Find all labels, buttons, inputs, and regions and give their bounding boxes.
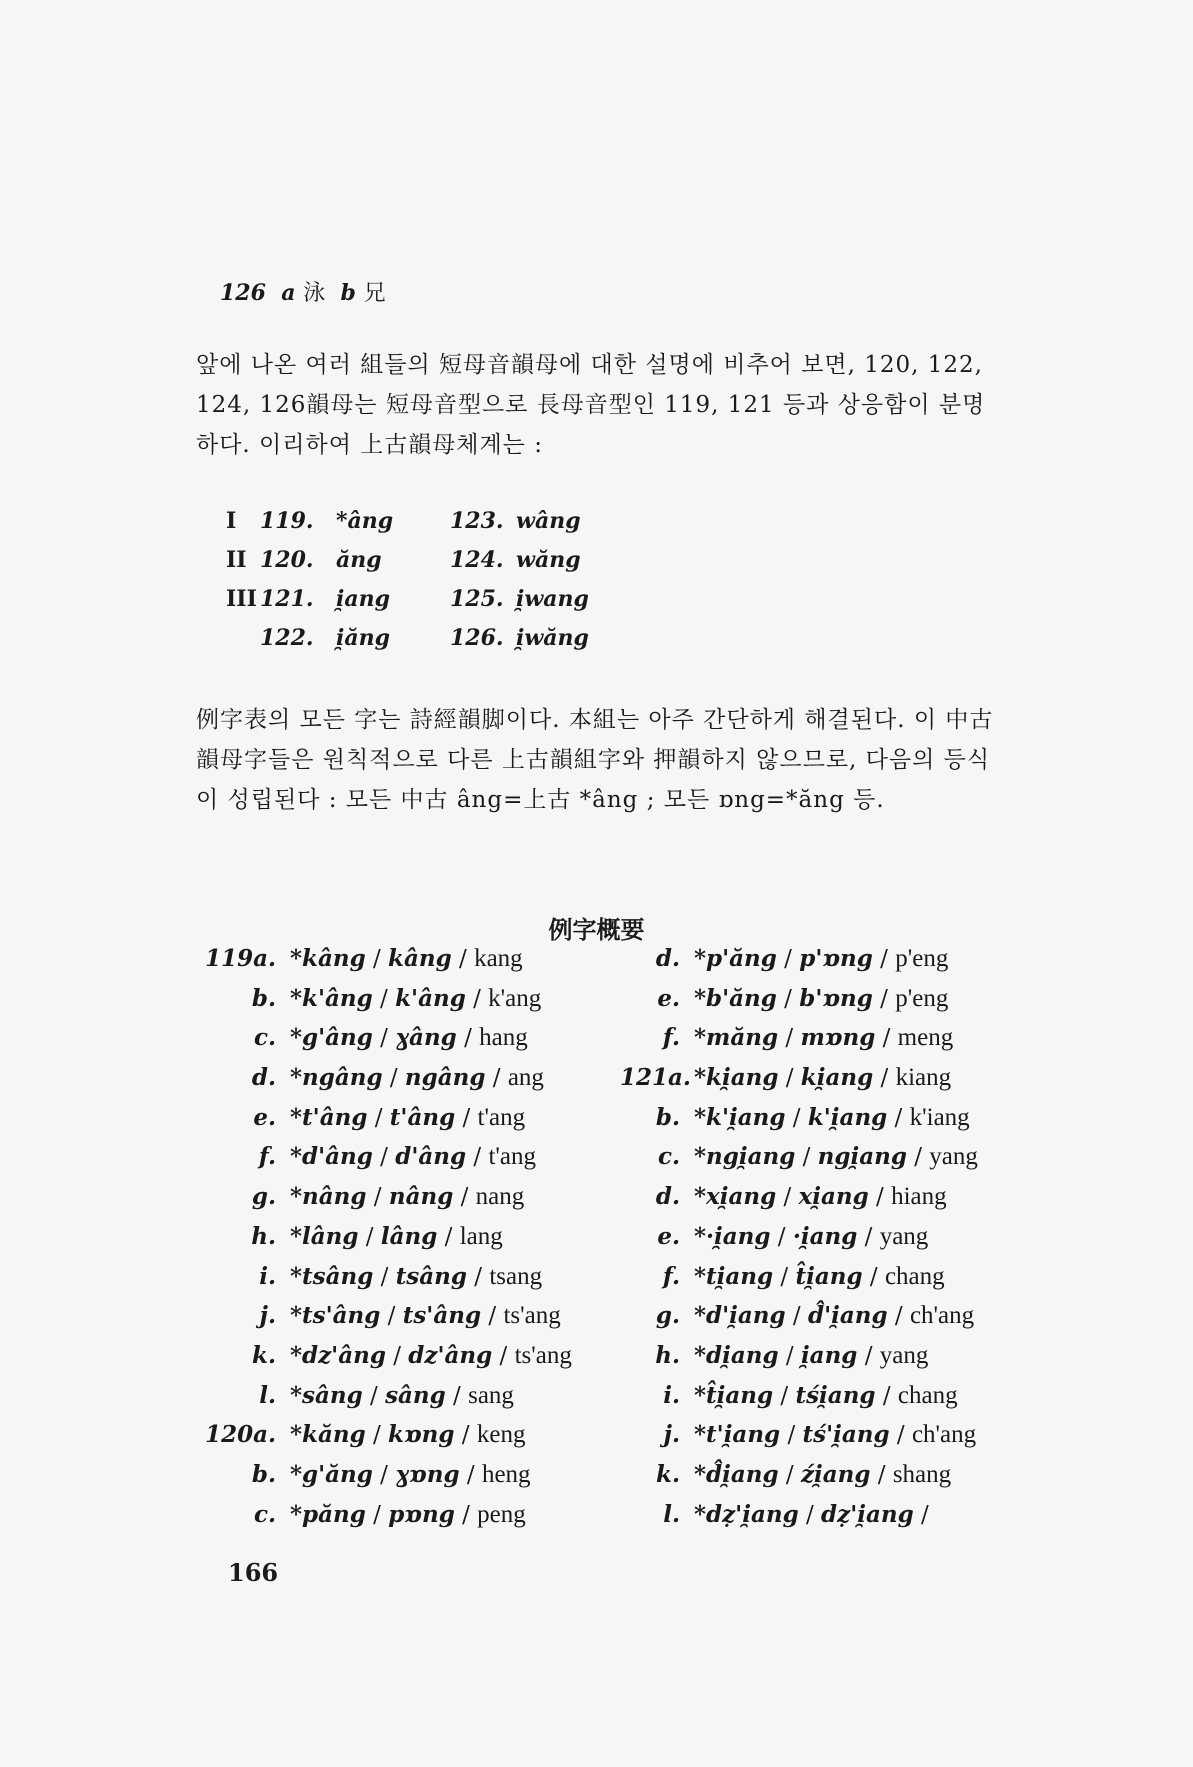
example-forms: [694, 1143, 978, 1171]
archaic-form: *sâng: [290, 1381, 363, 1409]
example-label: f.: [662, 1262, 680, 1290]
separator: /: [481, 1303, 504, 1330]
separator: /: [451, 946, 475, 972]
section-title: 例字概要: [548, 915, 645, 944]
modern-form: tsang: [489, 1262, 543, 1290]
modern-form: kang: [474, 945, 523, 972]
example-forms: [290, 1104, 525, 1132]
archaic-form: *t'âng: [290, 1103, 368, 1131]
archaic-form: *kăng: [290, 1421, 366, 1449]
example-label: c.: [253, 1500, 276, 1528]
separator: /: [456, 1025, 480, 1052]
ancient-form: źi̯ang: [800, 1460, 871, 1488]
modern-form: peng: [477, 1500, 526, 1528]
rhyme-value: i̯wang: [516, 586, 589, 612]
archaic-form: *b'ăng: [694, 984, 777, 1012]
modern-form: chang: [897, 1381, 958, 1409]
rhyme-value: wăng: [516, 547, 581, 573]
example-label: 120a.: [205, 1421, 276, 1449]
example-forms: [694, 985, 948, 1013]
modern-form: t'ang: [488, 1143, 536, 1171]
example-label: i.: [259, 1262, 276, 1290]
archaic-form: *di̯ang: [694, 1341, 779, 1369]
separator: /: [372, 985, 396, 1012]
example-forms: [694, 1183, 947, 1211]
separator: /: [872, 985, 896, 1012]
ancient-form: sâng: [385, 1381, 446, 1409]
modern-form: ang: [507, 1064, 544, 1092]
rhyme-number: 122.: [260, 625, 314, 651]
example-label: 119a.: [205, 945, 276, 972]
separator: /: [367, 1104, 390, 1131]
example-label: b.: [251, 984, 276, 1012]
example-forms: [694, 1024, 953, 1052]
example-label: f.: [662, 1024, 680, 1052]
separator: /: [798, 1501, 822, 1528]
example-forms: [694, 1461, 951, 1489]
example-label: e.: [657, 984, 680, 1012]
example-forms: [694, 1223, 928, 1251]
archaic-form: *ti̯ang: [694, 1262, 774, 1290]
rhyme-number: 121.: [260, 586, 314, 612]
separator: /: [459, 1461, 482, 1488]
example-label: b.: [655, 1103, 680, 1131]
example-label: f.: [258, 1143, 276, 1171]
archaic-form: *xi̯ang: [694, 1183, 777, 1211]
rhyme-number: 124.: [450, 547, 504, 573]
modern-form: kiang: [895, 1064, 952, 1092]
rhyme-number: 119.: [260, 508, 314, 534]
entry-b-char: 兄: [363, 281, 386, 306]
example-label: e.: [253, 1103, 276, 1131]
separator: /: [887, 1104, 910, 1131]
archaic-form: *·i̯ang: [694, 1222, 771, 1250]
ancient-form: ɣɒng: [395, 1460, 460, 1488]
separator: /: [872, 946, 896, 972]
rhyme-value: i̯ăng: [336, 625, 390, 651]
separator: /: [454, 1422, 477, 1449]
separator: /: [365, 1422, 389, 1449]
modern-form: yang: [879, 1222, 929, 1250]
modern-form: nang: [475, 1183, 525, 1211]
separator: /: [365, 946, 389, 972]
entry-a-char: 泳: [303, 281, 326, 306]
archaic-form: *măng: [694, 1024, 779, 1052]
example-forms: [290, 1183, 524, 1211]
separator: /: [857, 1223, 880, 1250]
example-forms: [290, 1223, 503, 1251]
ancient-form: ɣâng: [395, 1024, 457, 1052]
modern-form: heng: [481, 1460, 531, 1488]
ancient-form: ngi̯ang: [817, 1143, 907, 1171]
archaic-form: *d'i̯ang: [694, 1302, 786, 1330]
ancient-form: xi̯ang: [798, 1183, 869, 1211]
archaic-form: *g'âng: [290, 1024, 373, 1052]
separator: /: [862, 1263, 885, 1290]
paragraph-2: 例字表의 모든 字는 詩經韻脚이다. 本組는 아주 간단하게 해결된다. 이 中古韻母字들은 원칙적으로 다른 上古韻組字와 押韻하지 않으므로, 다음의 등식이 성립된다 : 모든 中古 âng=上古 *âng ; 모든 ɒng=*ăng 등.: [196, 707, 994, 813]
separator: /: [776, 1184, 799, 1211]
archaic-form: *dẓ'i̯ang: [694, 1500, 799, 1528]
example-label: h.: [251, 1222, 276, 1250]
separator: /: [373, 1263, 396, 1290]
example-label: j.: [663, 1421, 680, 1449]
ancient-form: kâng: [388, 945, 452, 972]
modern-form: p'eng: [895, 984, 949, 1012]
ancient-form: nâng: [388, 1183, 454, 1211]
archaic-form: *d̂i̯ang: [694, 1460, 779, 1488]
separator: /: [857, 1342, 880, 1369]
entry-a-label: a: [281, 280, 296, 306]
rhyme-value: *âng: [336, 508, 394, 534]
separator: /: [455, 1104, 478, 1131]
separator: /: [795, 1144, 818, 1171]
separator: /: [770, 1223, 793, 1250]
modern-form: hang: [479, 1024, 528, 1052]
modern-form: lang: [459, 1222, 503, 1250]
archaic-form: *t'i̯ang: [694, 1421, 781, 1449]
modern-form: t'ang: [477, 1103, 526, 1131]
separator: /: [778, 1342, 801, 1369]
modern-form: yang: [929, 1143, 978, 1171]
example-forms: [694, 945, 948, 973]
ancient-form: ki̯ang: [800, 1064, 874, 1092]
example-label: d.: [251, 1064, 276, 1092]
row-numeral: II: [226, 547, 247, 573]
example-forms: [290, 985, 541, 1013]
modern-form: ch'ang: [911, 1421, 977, 1449]
separator: /: [913, 1501, 929, 1528]
ancient-form: i̯ang: [800, 1341, 858, 1369]
entry-b-label: b: [340, 280, 356, 306]
separator: /: [780, 1422, 803, 1449]
modern-form: k'ang: [488, 984, 542, 1012]
separator: /: [366, 1184, 389, 1211]
example-forms: [290, 1302, 561, 1330]
modern-form: keng: [476, 1421, 526, 1449]
separator: /: [778, 1025, 801, 1052]
modern-form: sang: [468, 1381, 514, 1409]
archaic-form: *d'âng: [290, 1143, 373, 1171]
example-label: l.: [663, 1500, 680, 1528]
example-label: h.: [655, 1341, 680, 1369]
separator: /: [875, 1025, 898, 1052]
separator: /: [778, 1461, 801, 1488]
separator: /: [776, 985, 800, 1012]
modern-form: ts'ang: [503, 1302, 561, 1330]
separator: /: [485, 1065, 508, 1092]
separator: /: [466, 1144, 489, 1171]
ancient-form: tś'i̯ang: [802, 1421, 890, 1449]
archaic-form: *lâng: [290, 1222, 359, 1250]
modern-form: p'eng: [895, 945, 949, 972]
separator: /: [906, 1144, 930, 1171]
example-forms: [694, 1501, 929, 1529]
separator: /: [465, 985, 489, 1012]
separator: /: [868, 1184, 892, 1211]
archaic-form: *ngâng: [290, 1064, 383, 1092]
ancient-form: lâng: [380, 1222, 438, 1250]
rhyme-number: 125.: [450, 586, 504, 612]
modern-form: ch'ang: [909, 1302, 975, 1330]
paragraph-1: 앞에 나온 여러 組들의 短母音韻母에 대한 설명에 비추어 보면, 120, 122, 124, 126韻母는 短母音型으로 長母音型인 119, 121 등과 상응함이 분명하다. 이리하여 上古韻母체계는 :: [196, 352, 986, 458]
ancient-form: ts'âng: [402, 1302, 482, 1330]
example-forms: [290, 1382, 514, 1410]
example-label: b.: [251, 1460, 276, 1488]
example-forms: [290, 1461, 531, 1489]
archaic-form: *p'ăng: [694, 945, 777, 972]
separator: /: [365, 1501, 389, 1528]
archaic-form: *ki̯ang: [694, 1064, 779, 1092]
modern-form: yang: [879, 1341, 929, 1369]
archaic-form: *ts'âng: [290, 1302, 381, 1330]
archaic-form: *ngi̯ang: [694, 1143, 796, 1171]
rhyme-number: 120.: [260, 547, 314, 573]
separator: /: [875, 1382, 898, 1409]
separator: /: [887, 1303, 910, 1330]
rhyme-number: 126.: [450, 625, 504, 651]
page-number: 166: [228, 1558, 279, 1587]
separator: /: [773, 1263, 796, 1290]
rhyme-value: i̯ang: [336, 586, 390, 612]
separator: /: [385, 1342, 409, 1369]
separator: /: [778, 1065, 801, 1092]
ancient-form: b'ɒng: [799, 984, 873, 1012]
example-forms: [694, 1421, 976, 1449]
example-forms: [290, 1263, 542, 1291]
example-label: l.: [259, 1381, 276, 1409]
example-label: 121a.: [620, 1064, 691, 1092]
example-label: d.: [655, 1183, 680, 1211]
example-forms: [290, 1143, 536, 1171]
separator: /: [776, 946, 800, 972]
modern-form: ts'ang: [514, 1341, 572, 1369]
ancient-form: mɒng: [800, 1024, 876, 1052]
entry-heading: [220, 276, 386, 307]
ancient-form: tśi̯ang: [795, 1381, 876, 1409]
separator: /: [785, 1303, 808, 1330]
archaic-form: *kâng: [290, 945, 366, 972]
example-forms: [290, 945, 523, 973]
rhyme-value: ăng: [336, 547, 382, 573]
separator: /: [870, 1461, 893, 1488]
example-label: k.: [656, 1460, 680, 1488]
modern-form: shang: [892, 1460, 952, 1488]
separator: /: [358, 1223, 381, 1250]
example-label: e.: [657, 1222, 680, 1250]
separator: /: [382, 1065, 405, 1092]
example-forms: [290, 1342, 572, 1370]
separator: /: [372, 1144, 396, 1171]
ancient-form: ngâng: [404, 1064, 486, 1092]
example-forms: [290, 1024, 528, 1052]
ancient-form: t'âng: [389, 1103, 456, 1131]
rhyme-value: i̯wăng: [516, 625, 589, 651]
ancient-form: dẓ'i̯ang: [821, 1500, 914, 1528]
separator: /: [445, 1382, 469, 1409]
ancient-form: pɒng: [388, 1500, 455, 1528]
ancient-form: ·i̯ang: [792, 1222, 858, 1250]
separator: /: [437, 1223, 460, 1250]
example-forms: [694, 1064, 951, 1092]
modern-form: chang: [884, 1262, 945, 1290]
ancient-form: k'i̯ang: [807, 1103, 888, 1131]
ancient-form: d'âng: [395, 1143, 467, 1171]
entry-number: 126: [220, 280, 266, 306]
example-label: d.: [655, 945, 680, 972]
archaic-form: *g'ăng: [290, 1460, 373, 1488]
row-numeral: III: [226, 586, 257, 612]
example-forms: [694, 1302, 974, 1330]
separator: /: [380, 1303, 403, 1330]
example-label: c.: [253, 1024, 276, 1052]
separator: /: [466, 1263, 490, 1290]
archaic-form: *k'âng: [290, 984, 373, 1012]
modern-form: k'iang: [909, 1103, 970, 1131]
ancient-form: k'âng: [395, 984, 466, 1012]
example-forms: [290, 1064, 544, 1092]
example-forms: [694, 1263, 945, 1291]
ancient-form: tsâng: [395, 1262, 467, 1290]
row-numeral: I: [226, 508, 237, 534]
archaic-form: *t̂i̯ang: [694, 1381, 774, 1409]
modern-form: hiang: [891, 1183, 947, 1211]
separator: /: [492, 1342, 515, 1369]
ancient-form: d̂'i̯ang: [807, 1302, 888, 1330]
example-forms: [290, 1421, 525, 1449]
separator: /: [453, 1184, 476, 1211]
rhyme-value: wâng: [516, 508, 581, 534]
example-label: g.: [251, 1183, 276, 1211]
modern-form: meng: [897, 1024, 954, 1052]
separator: /: [372, 1025, 396, 1052]
archaic-form: *nâng: [290, 1183, 367, 1211]
archaic-form: *dz'âng: [290, 1341, 386, 1369]
separator: /: [454, 1501, 478, 1528]
example-label: i.: [663, 1381, 680, 1409]
ancient-form: t̂i̯ang: [795, 1262, 863, 1290]
example-label: c.: [657, 1143, 680, 1171]
ancient-form: p'ɒng: [799, 945, 873, 972]
separator: /: [873, 1065, 896, 1092]
separator: /: [362, 1382, 386, 1409]
ancient-form: dz'âng: [408, 1341, 493, 1369]
separator: /: [372, 1461, 396, 1488]
archaic-form: *k'i̯ang: [694, 1103, 786, 1131]
example-label: j.: [259, 1302, 276, 1330]
ancient-form: kɒng: [388, 1421, 455, 1449]
example-label: g.: [655, 1302, 680, 1330]
archaic-form: *tsâng: [290, 1262, 374, 1290]
archaic-form: *păng: [290, 1500, 366, 1528]
rhyme-number: 123.: [450, 508, 504, 534]
example-forms: [694, 1104, 970, 1132]
example-forms: [694, 1342, 928, 1370]
separator: /: [785, 1104, 808, 1131]
example-forms: [290, 1501, 526, 1529]
example-forms: [694, 1382, 958, 1410]
example-label: k.: [252, 1341, 276, 1369]
separator: /: [773, 1382, 796, 1409]
separator: /: [889, 1422, 912, 1449]
